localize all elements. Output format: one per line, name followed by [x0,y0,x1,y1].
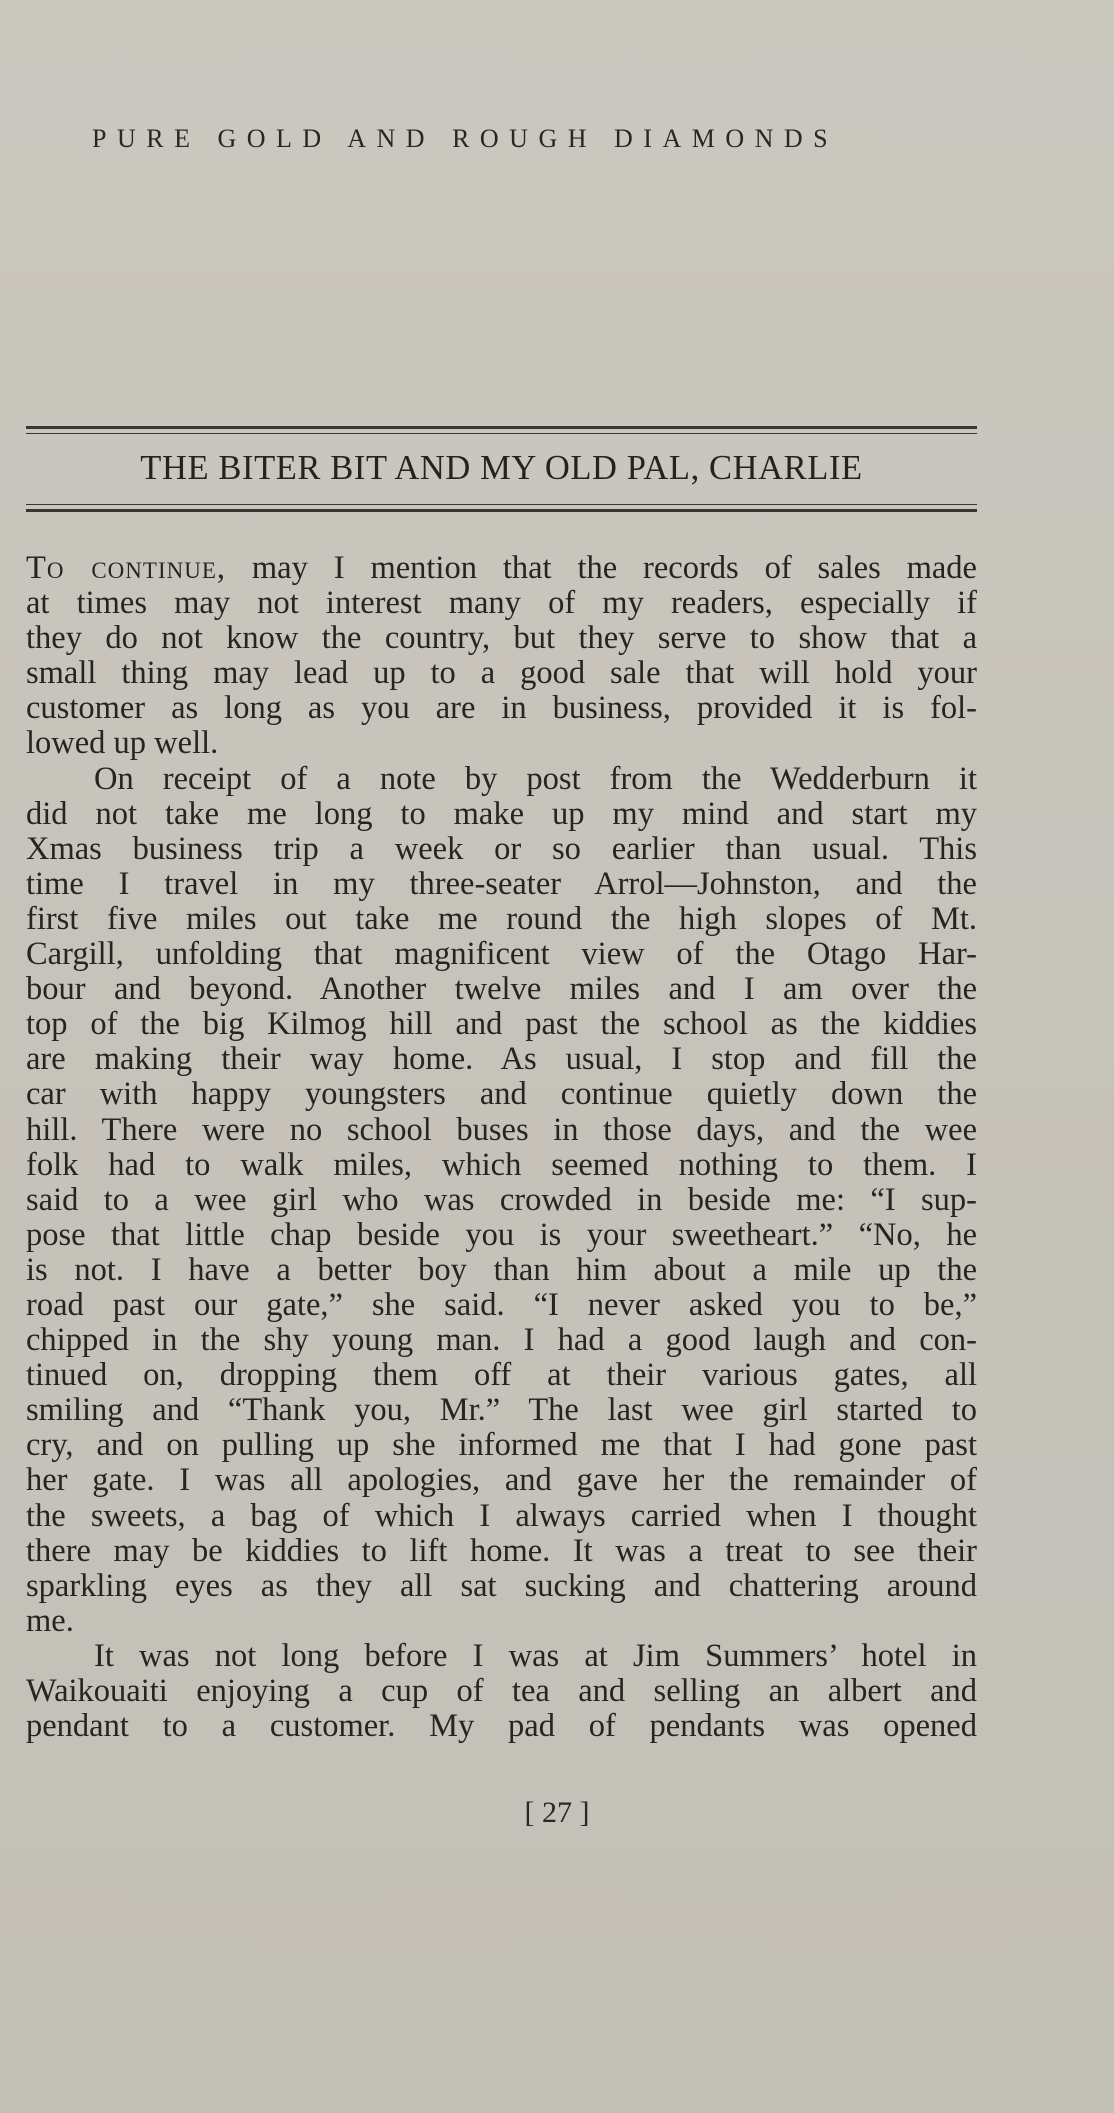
text-line: chipped in the shy young man. I had a good laugh and con- [26,1322,977,1359]
text-line: Waikouaiti enjoying a cup of tea and selling an albert and [26,1673,977,1709]
text-line: Xmas business trip a week or so earlier than usual. This [26,830,977,867]
text-line: bour and beyond. Another twelve miles and I am over the [26,971,977,1008]
text-line: road past our gate,” she said. “I never asked you to be,” [26,1286,977,1323]
text-line: is not. I have a better boy than him about a mile up the [26,1251,977,1288]
text-line: said to a wee girl who was crowded in beside me: “I sup- [26,1181,977,1218]
text-line: tinued on, dropping them off at their various gates, all [26,1357,977,1394]
text-line: the sweets, a bag of which I always carried when I thought [26,1497,977,1534]
text-line: at times may not interest many of my readers, especially if [26,585,977,622]
text-line: they do not know the country, but they serve to show that a [26,620,977,657]
text-line: customer as long as you are in business, provided it is fol- [26,690,977,727]
text-line: her gate. I was all apologies, and gave her the remainder of [26,1462,977,1499]
text-line: cry, and on pulling up she informed me that I had gone past [26,1427,977,1464]
text-line: On receipt of a note by post from the Wedderburn it [94,760,977,797]
text-line: did not take me long to make up my mind and start my [26,795,977,832]
text-line: time I travel in my three-seater Arrol—Johnston, and the [26,865,977,902]
running-head: PURE GOLD AND ROUGH DIAMONDS [92,124,839,153]
text-line: are making their way home. As usual, I stop and fill the [26,1041,977,1078]
body-text [26,551,977,1744]
text-line: It was not long before I was at Jim Summers’ hotel in [94,1637,977,1674]
title-rule-top [26,426,977,434]
text-line: first five miles out take me round the high slopes of Mt. [26,900,977,937]
text-line: smiling and “Thank you, Mr.” The last wee girl started to [26,1392,977,1429]
text-line: me. [26,1602,74,1639]
text-line: sparkling eyes as they all sat sucking and chattering around [26,1567,977,1604]
text-line: folk had to walk miles, which seemed nothing to them. I [26,1146,977,1183]
text-line: top of the big Kilmog hill and past the school as the kiddies [26,1006,977,1043]
text-line: pendant to a customer. My pad of pendants was opened [26,1708,977,1745]
text-line: lowed up well. [26,725,219,762]
page-number: [ 27 ] [524,1796,590,1829]
text-line: Cargill, unfolding that magnificent view of the Otago Har- [26,936,977,973]
text-line: hill. There were no school buses in those days, and the wee [26,1111,977,1148]
text-line: small thing may lead up to a good sale that will hold your [26,655,977,692]
opening-word: To continue, [26,550,227,586]
text-line: car with happy youngsters and continue quietly down the [26,1076,977,1113]
text-line: pose that little chap beside you is your sweetheart.” “No, he [26,1216,977,1253]
chapter-title: THE BITER BIT AND MY OLD PAL, CHARLIE [140,449,863,487]
text-line: To continue, may I mention that the records of sales made [26,550,977,586]
title-rule-bottom [26,504,977,512]
text-line: there may be kiddies to lift home. It was a treat to see their [26,1532,977,1569]
